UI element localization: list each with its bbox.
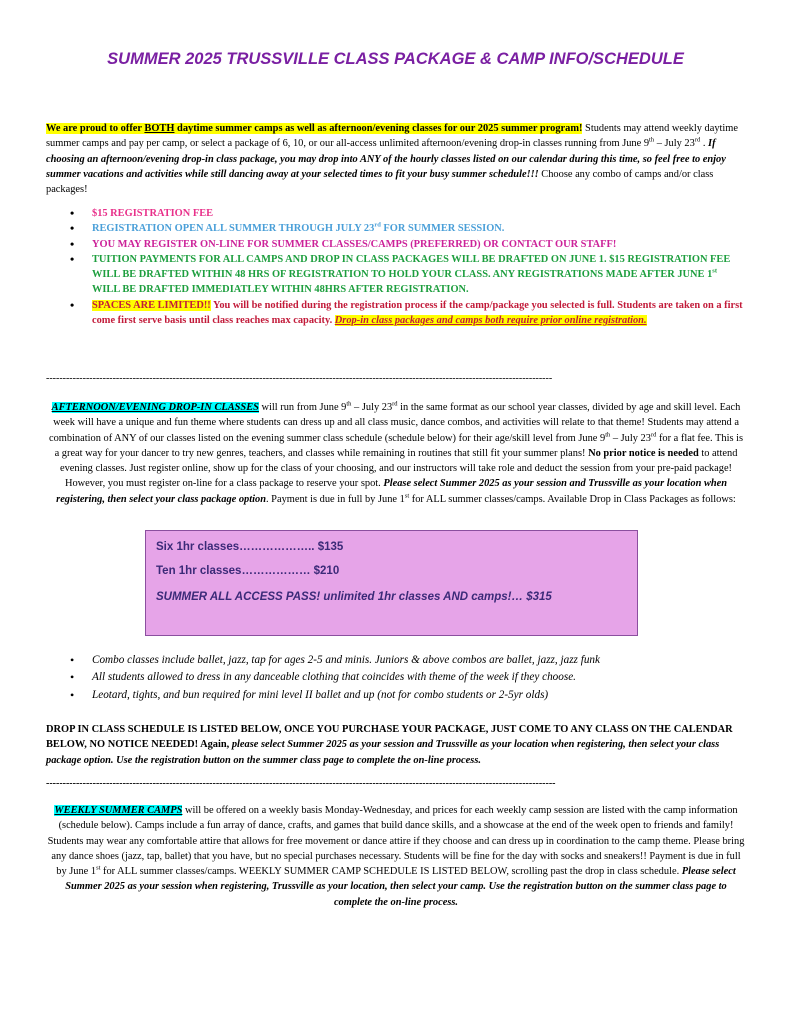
- online-registration-note: Drop-in class packages and camps both require prior online registration.: [334, 315, 647, 327]
- list-item: • All students allowed to dress in any danceable clothing that coincides with theme of the week if they choose.: [70, 669, 746, 686]
- list-item: • Combo classes include ballet, jazz, tap for ages 2-5 and minis. Juniors & above combos are ballet, jazz, jazz funk: [70, 652, 746, 669]
- package-ten-classes: Ten 1hr classes……………… $210: [156, 565, 340, 577]
- page-title: SUMMER 2025 TRUSSVILLE CLASS PACKAGE & CAMP INFO/SCHEDULE: [107, 50, 684, 68]
- evening-classes-paragraph: AFTERNOON/EVENING DROP-IN CLASSES will run from June 9th – July 23rd in the same format as our school year classes, divided by age and skill level. Each week will have a unique and fun theme where students can dress up and all class music, dance combos, and activities will relate to that theme! Students may attend a combination of ANY of our classes listed on the evening summer class schedule (schedule below) for their age/skill level from June 9th – July 23rd for a flat fee. This is a great way for your dancer to try new genres, teachers, and classes while remaining in routines that still fit your summer plans! No prior notice is needed to attend evening classes. Just register online, show up for the class of your choosing, and our instructors will take role and deduct the session from your pre-paid package! However, you must register on-line for a class package to reserve your spot. Please select Summer 2025 as your session and Trussville as your location when registering, then select your class package option. Payment is due in full by June 1st for ALL summer classes/camps. Available Drop in Class Packages as follows:: [48, 400, 744, 505]
- section-divider: --------------------------------------------------------------------------------------------------------------------------------------------------------: [46, 373, 553, 384]
- registration-bullets: [70, 206, 746, 328]
- package-pricing-box: [145, 530, 638, 636]
- both-emphasis: BOTH: [144, 123, 175, 134]
- list-item: • SPACES ARE LIMITED!! You will be notified during the registration process if the camp/package you selected is full. Students are taken on a first come first serve basis until class reaches max capacity. Drop-in class packages and camps both require prior online registration.: [70, 298, 746, 329]
- spaces-limited-highlight: SPACES ARE LIMITED!!: [92, 299, 211, 311]
- intro-emphasis: If choosing an afternoon/evening drop-in class package, you may drop into ANY of the hourly classes listed on our calendar during this time, so feel free to enjoy summer vacations and activities while still dancing away at your selected times to fit your busy summer schedule!!!: [46, 138, 726, 180]
- weekly-camps-heading: WEEKLY SUMMER CAMPS: [54, 805, 183, 816]
- list-item: • Leotard, tights, and bun required for mini level II ballet and up (not for combo students or 2-5yr olds): [70, 687, 746, 704]
- class-notes-list: [70, 652, 746, 704]
- list-item: • REGISTRATION OPEN ALL SUMMER THROUGH JULY 23rd FOR SUMMER SESSION.: [70, 221, 746, 236]
- list-item: • YOU MAY REGISTER ON-LINE FOR SUMMER CLASSES/CAMPS (PREFERRED) OR CONTACT OUR STAFF!: [70, 237, 746, 252]
- section-divider: ---------------------------------------------------------------------------------------------------------------------------------------------------------: [46, 778, 556, 789]
- intro-highlight: We are proud to offer BOTH daytime summer camps as well as afternoon/evening classes for our 2025 summer program!: [46, 123, 583, 134]
- dropin-schedule-paragraph: DROP IN CLASS SCHEDULE IS LISTED BELOW, ONCE YOU PURCHASE YOUR PACKAGE, JUST COME TO ANY CLASS ON THE CALENDAR BELOW, NO NOTICE NEEDED! Again, please select Summer 2025 as your session and Trussville as your location when registering, then select your class package option. Use the registration button on the summer class page to complete the on-line process.: [46, 724, 733, 766]
- package-six-classes: Six 1hr classes……………….. $135: [156, 541, 344, 553]
- package-all-access-pass: SUMMER ALL ACCESS PASS! unlimited 1hr classes AND camps!… $315: [156, 591, 552, 603]
- list-item: • $15 REGISTRATION FEE: [70, 206, 746, 221]
- list-item: • TUITION PAYMENTS FOR ALL CAMPS AND DROP IN CLASS PACKAGES WILL BE DRAFTED ON JUNE 1. $15 REGISTRATION FEE WILL BE DRAFTED WITHIN 48 HRS OF REGISTRATION TO HOLD YOUR CLASS. ANY REGISTRATIONS MADE AFTER JUNE 1st WILL BE DRAFTED IMMEDIATLEY WITHIN 48HRS AFTER REGISTRATION.: [70, 252, 746, 298]
- evening-classes-heading: AFTERNOON/EVENING DROP-IN CLASSES: [51, 402, 259, 413]
- intro-paragraph: We are proud to offer BOTH daytime summer camps as well as afternoon/evening classes for our 2025 summer program! Students may attend weekly daytime summer camps and pay per camp, or select a package of 6, 10, or our all-access unlimited afternoon/evening drop-in classes running from June 9th – July 23rd . If choosing an afternoon/evening drop-in class package, you may drop into ANY of the hourly classes listed on our calendar during this time, so feel free to enjoy summer vacations and activities while still dancing away at your selected times to fit your busy summer schedule!!! Choose any combo of camps and/or class packages!: [46, 123, 738, 196]
- weekly-camps-paragraph: WEEKLY SUMMER CAMPS will be offered on a weekly basis Monday-Wednesday, and prices for each weekly camp session are listed with the camp information (schedule below). Camps include a fun array of dance, crafts, and games that build dance skills, and a showcase at the end of the week open to friends and family! Students may wear any comfortable attire that allows for free movement or dance attire if they choose and can dress up in coordination to the camp theme. Please bring any dance shoes (jazz, tap, ballet) that you have, but no special purchases necessary. Students will be fine for the day with socks and sneakers!! Payment is due in full by June 1st for ALL summer classes/camps. WEEKLY SUMMER CAMP SCHEDULE IS LISTED BELOW, scrolling past the drop in class schedule. Please select Summer 2025 as your session when registering, Trussville as your location, then select your camp. Use the registration button on the summer class page to complete the on-line process.: [47, 805, 745, 908]
